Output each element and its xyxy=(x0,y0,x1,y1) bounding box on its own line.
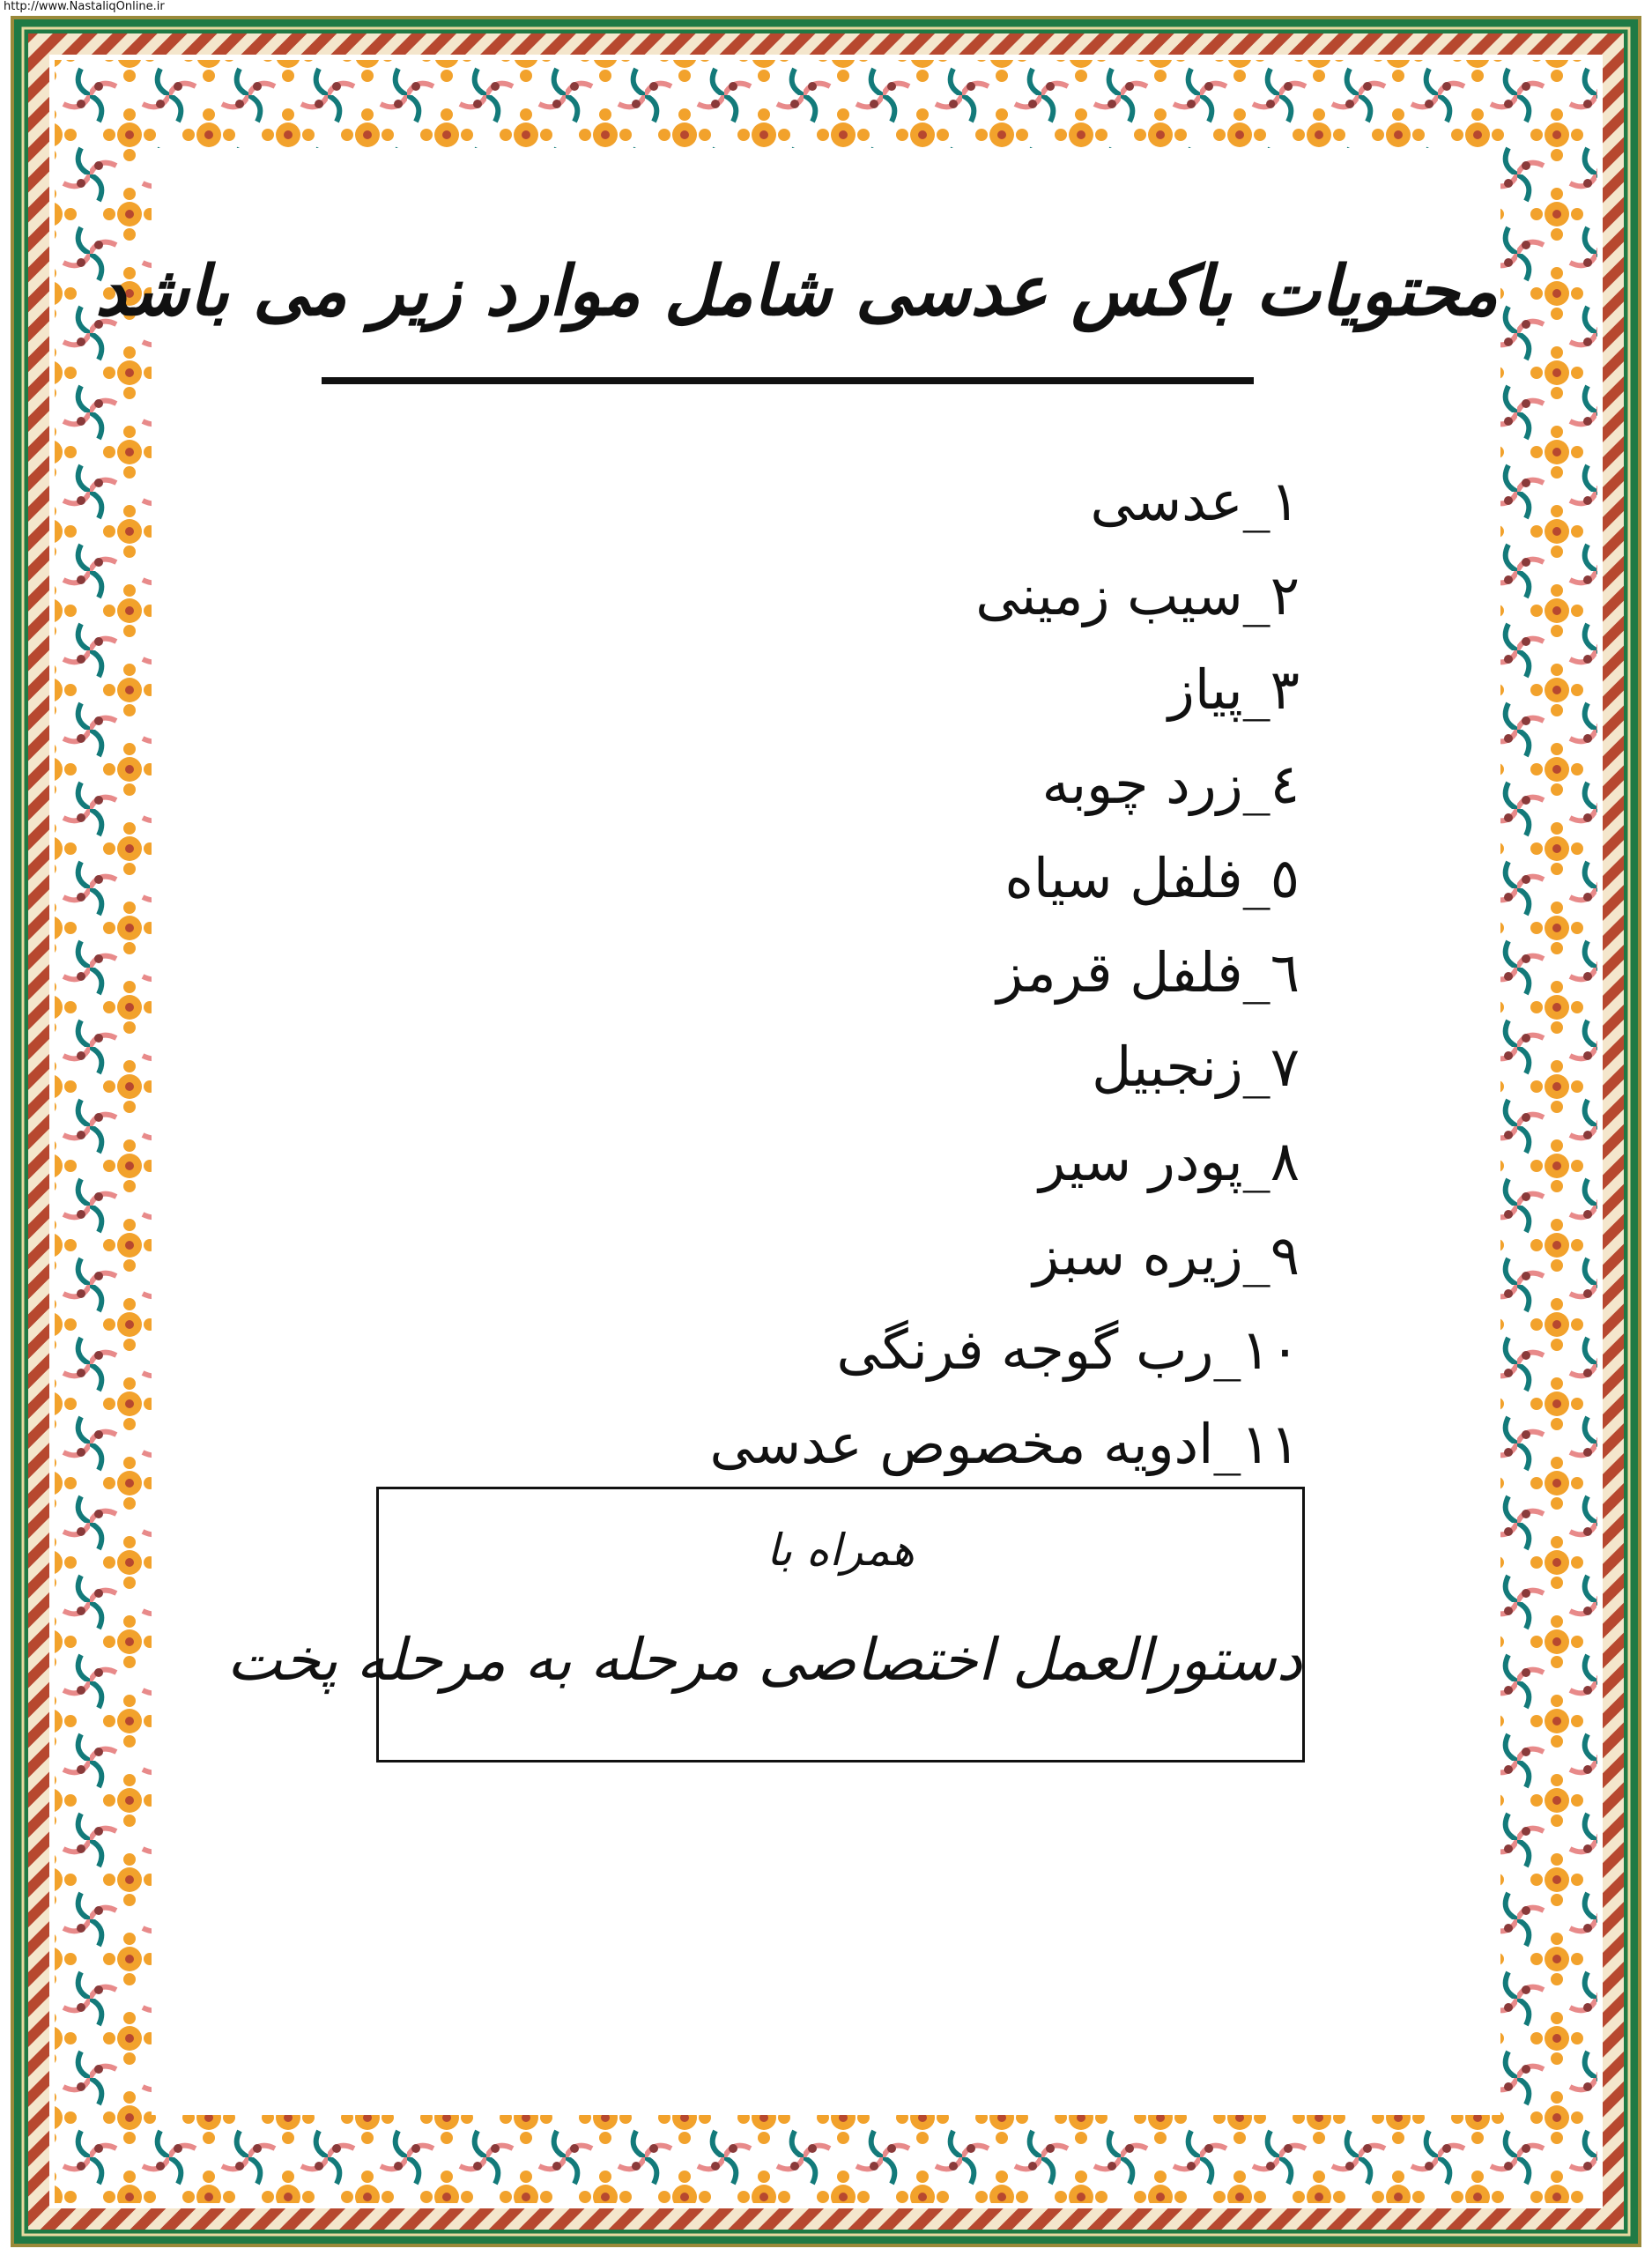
content-page xyxy=(95,150,1498,2106)
list-item: ۲_سیب زمینی xyxy=(975,563,1300,627)
watermark-url: http://www.NastaliqOnline.ir xyxy=(4,0,165,13)
list-item: ۱۱_ادویه مخصوص عدسی xyxy=(709,1412,1300,1476)
box-subtitle: همراه با xyxy=(767,1525,915,1576)
recipe-note-box xyxy=(226,1487,1305,1762)
contents-list xyxy=(710,454,1300,1491)
title-underline xyxy=(322,377,1254,384)
list-item: ۳_پیاز xyxy=(1167,657,1300,722)
list-item: ٧_زنجبیل xyxy=(1092,1035,1300,1099)
page-title: محتویات باکس عدسی شامل موارد زیر می باشد xyxy=(95,251,1498,331)
list-item: ٤_زرد چوبه xyxy=(1041,752,1300,816)
list-item: ٦_فلفل قرمز xyxy=(996,940,1300,1005)
list-item: ۱_عدسی xyxy=(1090,469,1300,533)
list-item: ٨_پودر سیر xyxy=(1039,1129,1300,1193)
list-item: ۱۰_رب گوجه فرنگی xyxy=(836,1317,1300,1382)
list-item: ٥_فلفل سیاه xyxy=(1004,846,1300,910)
box-text: دستورالعمل اختصاصی مرحله به مرحله پخت xyxy=(226,1626,1302,1694)
list-item: ۹_زیره سبز xyxy=(1033,1223,1300,1288)
